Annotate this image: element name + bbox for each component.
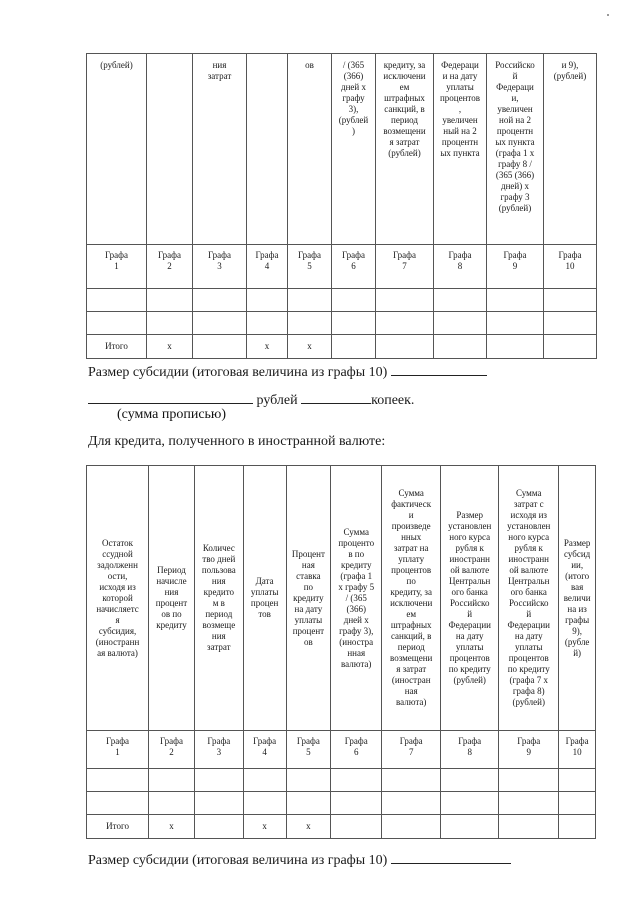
total-cell: [382, 815, 441, 839]
header-cell: Сумма проценто в по кредиту (графа 1 х графу 5 / (365 (366) дней х графу 3), (иностра нная валюта): [331, 466, 382, 731]
foreign-currency-heading: Для кредита, полученного в иностранной валюте:: [88, 434, 386, 449]
kopecks-label: копеек.: [371, 393, 415, 408]
amount-in-words-caption: (сумма прописью): [117, 407, 227, 422]
column-number-cell: Графа 9: [487, 245, 544, 289]
total-row: [87, 815, 596, 839]
rubles-field[interactable]: [88, 392, 253, 404]
empty-row: [87, 312, 597, 335]
total-cell: [331, 815, 382, 839]
total-cell: [194, 815, 243, 839]
subsidy-table-foreign-currency: [86, 465, 596, 839]
total-cell: [376, 335, 434, 359]
column-number-cell: Графа 10: [544, 245, 597, 289]
header-cell: Процент ная ставка по кредиту на дату уплаты процент ов: [286, 466, 331, 731]
total-cell: [193, 335, 247, 359]
column-number-cell: Графа 6: [331, 731, 382, 769]
total-cell: [441, 815, 499, 839]
header-cell: / (365 (366) дней х графу 3), (рублей ): [332, 54, 376, 245]
column-number-cell: Графа 9: [499, 731, 559, 769]
subsidy-total-line: [88, 364, 487, 381]
column-number-row: [87, 245, 597, 289]
header-cell: Размер установлен ного курса рубля к иностранн ой валюте Центральн ого банка Российско й Федерации на дату уплаты процентов по кредиту (рублей): [441, 466, 499, 731]
header-cell: ов: [288, 54, 332, 245]
total-cell: х: [149, 815, 195, 839]
header-cell: Федераци и на дату уплаты процентов , увеличен ный на 2 процентн ых пункта: [434, 54, 487, 245]
empty-row: [87, 289, 597, 312]
total-cell: [487, 335, 544, 359]
total-cell: [332, 335, 376, 359]
header-cell: (рублей): [87, 54, 147, 245]
header-cell: Период начисле ния процент ов по кредиту: [149, 466, 195, 731]
column-number-cell: Графа 4: [243, 731, 286, 769]
kopecks-field[interactable]: [301, 392, 371, 404]
header-cell: Сумма фактическ и произведе нных затрат на уплату процентов по кредиту, за исключени ем штрафных санкций, в период возмещени я затрат (иностран ная валюта): [382, 466, 441, 731]
column-number-cell: Графа 8: [441, 731, 499, 769]
total-cell: Итого: [87, 815, 149, 839]
header-cell: [247, 54, 288, 245]
table-header-row: [87, 54, 597, 245]
total-cell: [559, 815, 596, 839]
total-cell: [544, 335, 597, 359]
total-cell: х: [243, 815, 286, 839]
table-header-row: [87, 466, 596, 731]
column-number-cell: Графа 1: [87, 731, 149, 769]
header-cell: и 9), (рублей): [544, 54, 597, 245]
corner-dot: [607, 14, 609, 16]
header-cell: Остаток ссудной задолженн ости, исходя из которой начисляетс я субсидия, (иностранн ая валюта): [87, 466, 149, 731]
header-cell: Российско й Федераци и, увеличен ной на 2 процентн ых пункта (графа 1 х графу 8 / (365 (366) дней) х графу 3 (рублей): [487, 54, 544, 245]
empty-row: [87, 769, 596, 792]
total-cell: [434, 335, 487, 359]
header-cell: [147, 54, 193, 245]
header-cell: ния затрат: [193, 54, 247, 245]
total-cell: х: [288, 335, 332, 359]
column-number-cell: Графа 6: [332, 245, 376, 289]
total-cell: х: [147, 335, 193, 359]
column-number-cell: Графа 7: [376, 245, 434, 289]
header-cell: кредиту, за исключени ем штрафных санкций, в период возмещени я затрат (рублей): [376, 54, 434, 245]
column-number-cell: Графа 7: [382, 731, 441, 769]
column-number-cell: Графа 4: [247, 245, 288, 289]
subsidy-total-field[interactable]: [391, 364, 487, 376]
subsidy-table-rubles: [86, 53, 597, 359]
subsidy-total-field[interactable]: [391, 852, 511, 864]
total-cell: [499, 815, 559, 839]
column-number-cell: Графа 8: [434, 245, 487, 289]
column-number-cell: Графа 2: [147, 245, 193, 289]
header-cell: Количес тво дней пользова ния кредито м в период возмеще ния затрат: [194, 466, 243, 731]
total-cell: х: [247, 335, 288, 359]
column-number-row: [87, 731, 596, 769]
column-number-cell: Графа 2: [149, 731, 195, 769]
total-cell: Итого: [87, 335, 147, 359]
column-number-cell: Графа 1: [87, 245, 147, 289]
total-cell: х: [286, 815, 331, 839]
column-number-cell: Графа 3: [194, 731, 243, 769]
header-cell: Сумма затрат с исходя из установлен ного курса рубля к иностранн ой валюте Центральн ого банка Российско й Федерации на дату уплаты процентов по кредиту (графа 7 х графа 8) (рублей): [499, 466, 559, 731]
column-number-cell: Графа 3: [193, 245, 247, 289]
header-cell: Размер субсид ии, (итого вая величи на из графы 9), (рубле й): [559, 466, 596, 731]
total-row: [87, 335, 597, 359]
empty-row: [87, 792, 596, 815]
subsidy-total-line-foreign: [88, 852, 511, 869]
subsidy-total-label: Размер субсидии (итоговая величина из графы 10): [88, 365, 388, 380]
column-number-cell: Графа 5: [288, 245, 332, 289]
rubles-label: рублей: [256, 393, 298, 408]
subsidy-total-label: Размер субсидии (итоговая величина из графы 10): [88, 853, 388, 868]
header-cell: Дата уплаты процен тов: [243, 466, 286, 731]
column-number-cell: Графа 10: [559, 731, 596, 769]
column-number-cell: Графа 5: [286, 731, 331, 769]
